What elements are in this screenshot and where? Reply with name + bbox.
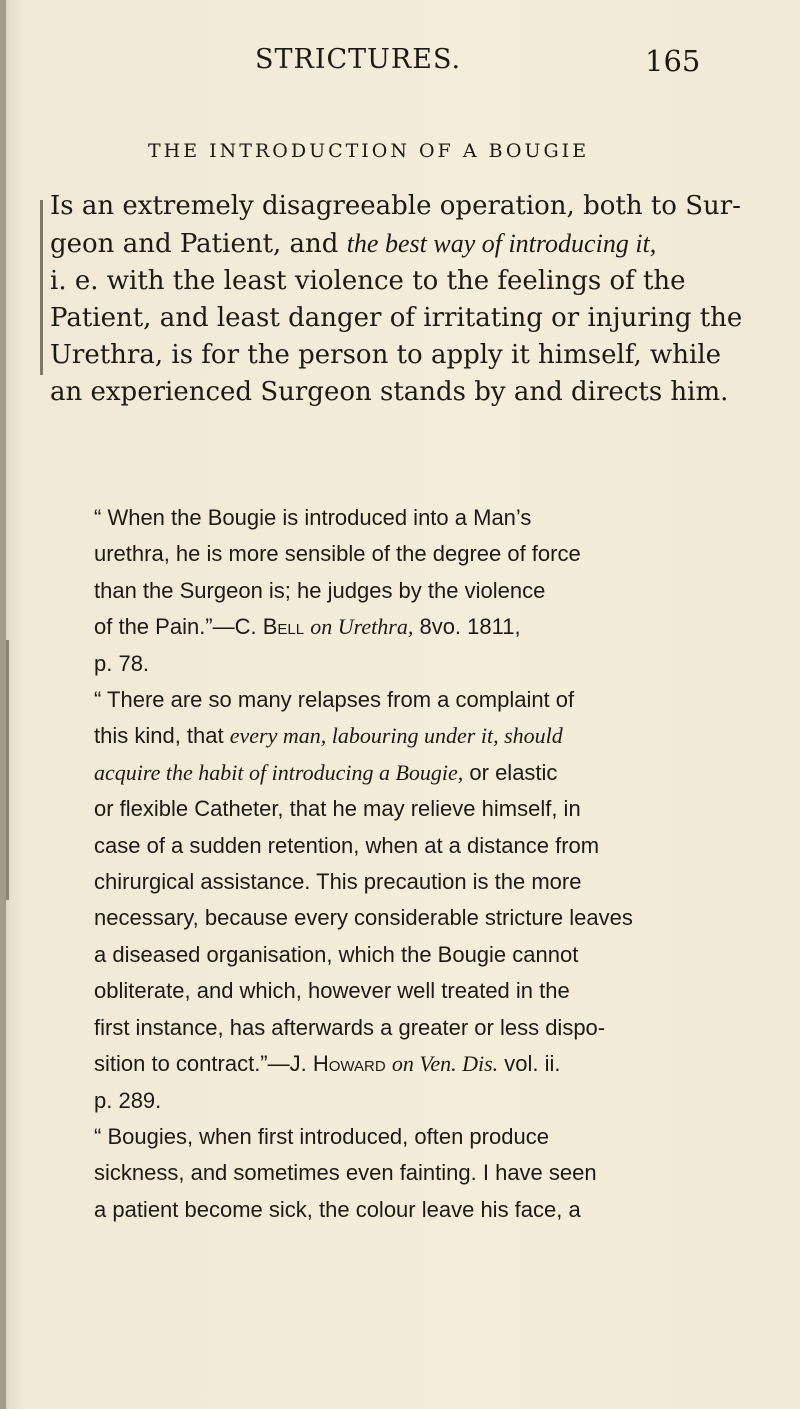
- quote-line: a diseased organisation, which the Bougie cannot: [94, 941, 579, 967]
- quote-line: first instance, has afterwards a greater or less dispo-: [94, 1014, 606, 1040]
- quote-line: of the Pain.”—C. Bell on Urethra, 8vo. 1811,: [94, 614, 521, 640]
- quote-line: necessary, because every considerable stricture leaves: [94, 905, 633, 931]
- quotations-block: [94, 500, 734, 1228]
- quote-line: chirurgical assistance. This precaution is the more: [94, 869, 582, 895]
- text-line: Patient, and least danger of irritating or injuring the: [50, 303, 743, 333]
- quote-line: acquire the habit of introducing a Bougie, or elastic: [94, 759, 558, 785]
- quote-line: urethra, he is more sensible of the degree of force: [94, 541, 581, 567]
- page-number: 165: [645, 44, 701, 78]
- quote-line: case of a sudden retention, when at a distance from: [94, 832, 600, 858]
- text-line: Is an extremely disagreeable operation, both to Sur-: [50, 191, 741, 221]
- running-head: [0, 44, 800, 84]
- quote-line: sition to contract.”—J. Howard on Ven. Dis. vol. ii.: [94, 1051, 561, 1077]
- margin-rule: [6, 640, 9, 900]
- text-line: geon and Patient, and the best way of introducing it,: [50, 229, 657, 259]
- quote-line: than the Surgeon is; he judges by the violence: [94, 577, 546, 603]
- section-heading: THE INTRODUCTION OF A BOUGIE: [148, 140, 590, 162]
- quote-line: p. 289.: [94, 1087, 162, 1113]
- quote-line: a patient become sick, the colour leave his face, a: [94, 1196, 581, 1222]
- quote-line: “ There are so many relapses from a complaint of: [94, 687, 575, 713]
- quote-line: sickness, and sometimes even fainting. I have seen: [94, 1160, 597, 1186]
- quote-line: or flexible Catheter, that he may relieve himself, in: [94, 796, 581, 822]
- text-line: an experienced Surgeon stands by and directs him.: [50, 377, 729, 407]
- quote-line: this kind, that every man, labouring under it, should: [94, 723, 563, 749]
- quote-line: “ When the Bougie is introduced into a Man’s: [94, 505, 532, 530]
- quote-line: obliterate, and which, however well treated in the: [94, 978, 570, 1004]
- body-paragraph: [50, 188, 743, 411]
- quote-line: “ Bougies, when first introduced, often produce: [94, 1123, 549, 1149]
- text-line: i. e. with the least violence to the feelings of the: [50, 266, 686, 296]
- running-title: STRICTURES.: [255, 44, 462, 75]
- text-line: Urethra, is for the person to apply it himself, while: [50, 340, 722, 370]
- margin-rule: [40, 200, 43, 375]
- quote-line: p. 78.: [94, 650, 150, 676]
